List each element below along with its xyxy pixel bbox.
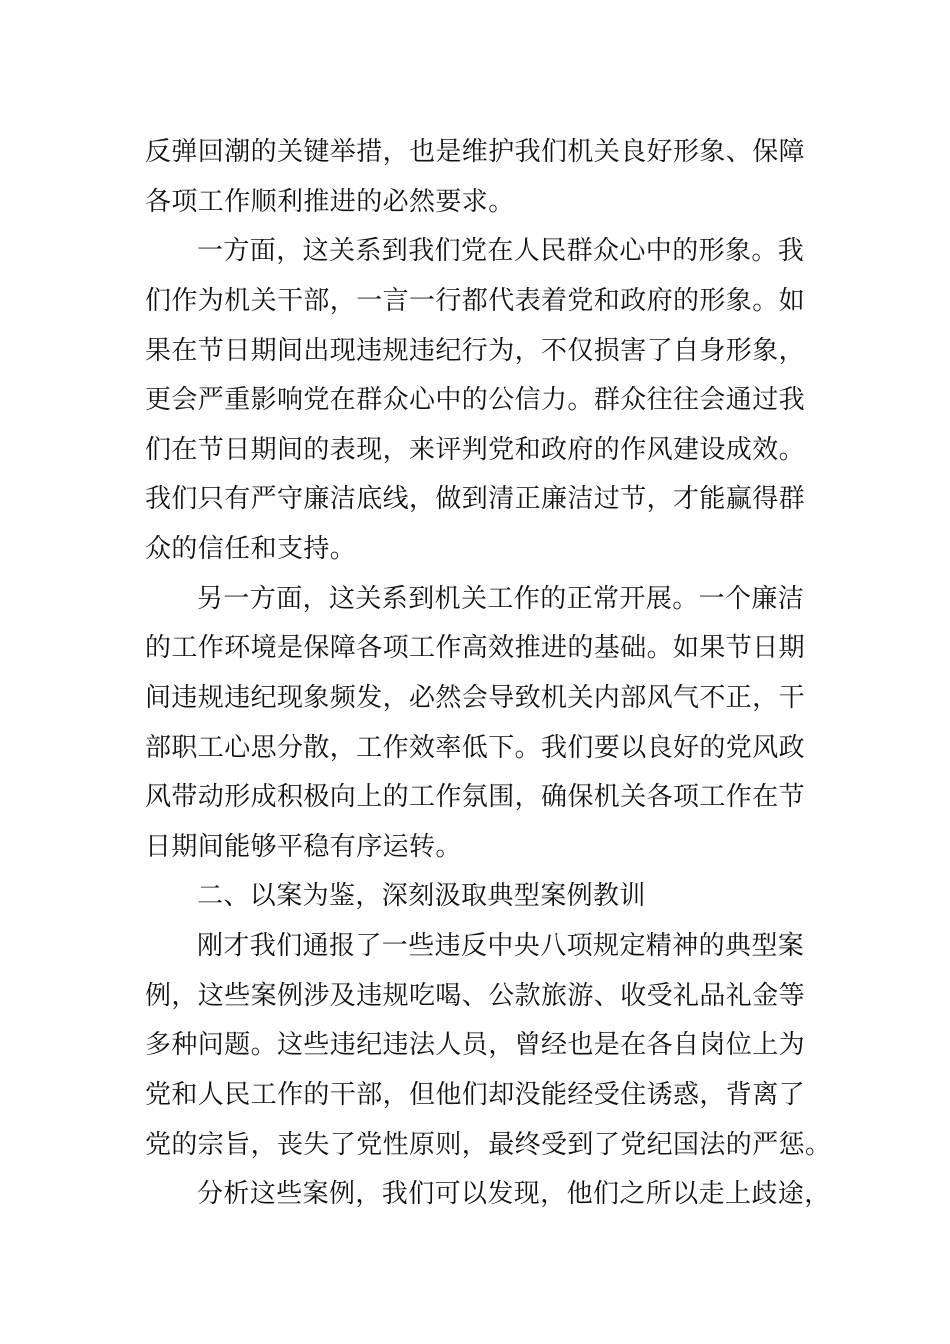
text-line: 我们只有严守廉洁底线，做到清正廉洁过节，才能赢得群 <box>145 484 806 514</box>
paragraph-first-line: 另一方面，这关系到机关工作的正常开展。一个廉洁 <box>197 584 805 614</box>
paragraph-first-line: 分析这些案例，我们可以发现，他们之所以走上歧途， <box>197 1179 831 1209</box>
paragraph-first-line: 一方面，这关系到我们党在人民群众心中的形象。我 <box>197 236 805 266</box>
text-line: 的工作环境是保障各项工作高效推进的基础。如果节日期 <box>145 633 806 663</box>
text-line: 风带动形成积极向上的工作氛围，确保机关各项工作在节 <box>145 782 806 812</box>
text-line: 日期间能够平稳有序运转。 <box>145 832 462 862</box>
text-line: 众的信任和支持。 <box>145 534 357 564</box>
text-line: 各项工作顺利推进的必然要求。 <box>145 187 515 217</box>
text-line: 间违规违纪现象频发，必然会导致机关内部风气不正，干 <box>145 683 806 713</box>
text-line: 多种问题。这些违纪违法人员，曾经也是在各自岗位上为 <box>145 1030 806 1060</box>
text-line: 更会严重影响党在群众心中的公信力。群众往往会通过我 <box>145 385 806 415</box>
text-line: 部职工心思分散，工作效率低下。我们要以良好的党风政 <box>145 733 806 763</box>
paragraph-first-line: 刚才我们通报了一些违反中央八项规定精神的典型案 <box>197 931 805 961</box>
text-line: 党的宗旨，丧失了党性原则，最终受到了党纪国法的严惩。 <box>145 1130 832 1160</box>
text-line: 反弹回潮的关键举措，也是维护我们机关良好形象、保障 <box>145 137 806 167</box>
section-heading: 二、以案为鉴，深刻汲取典型案例教训 <box>197 881 646 911</box>
text-line: 例，这些案例涉及违规吃喝、公款旅游、收受礼品礼金等 <box>145 981 806 1011</box>
text-line: 们作为机关干部，一言一行都代表着党和政府的形象。如 <box>145 286 806 316</box>
text-line: 们在节日期间的表现，来评判党和政府的作风建设成效。 <box>145 435 806 465</box>
text-line: 果在节日期间出现违规违纪行为，不仅损害了自身形象， <box>145 336 806 366</box>
text-line: 党和人民工作的干部，但他们却没能经受住诱惑，背离了 <box>145 1080 806 1110</box>
